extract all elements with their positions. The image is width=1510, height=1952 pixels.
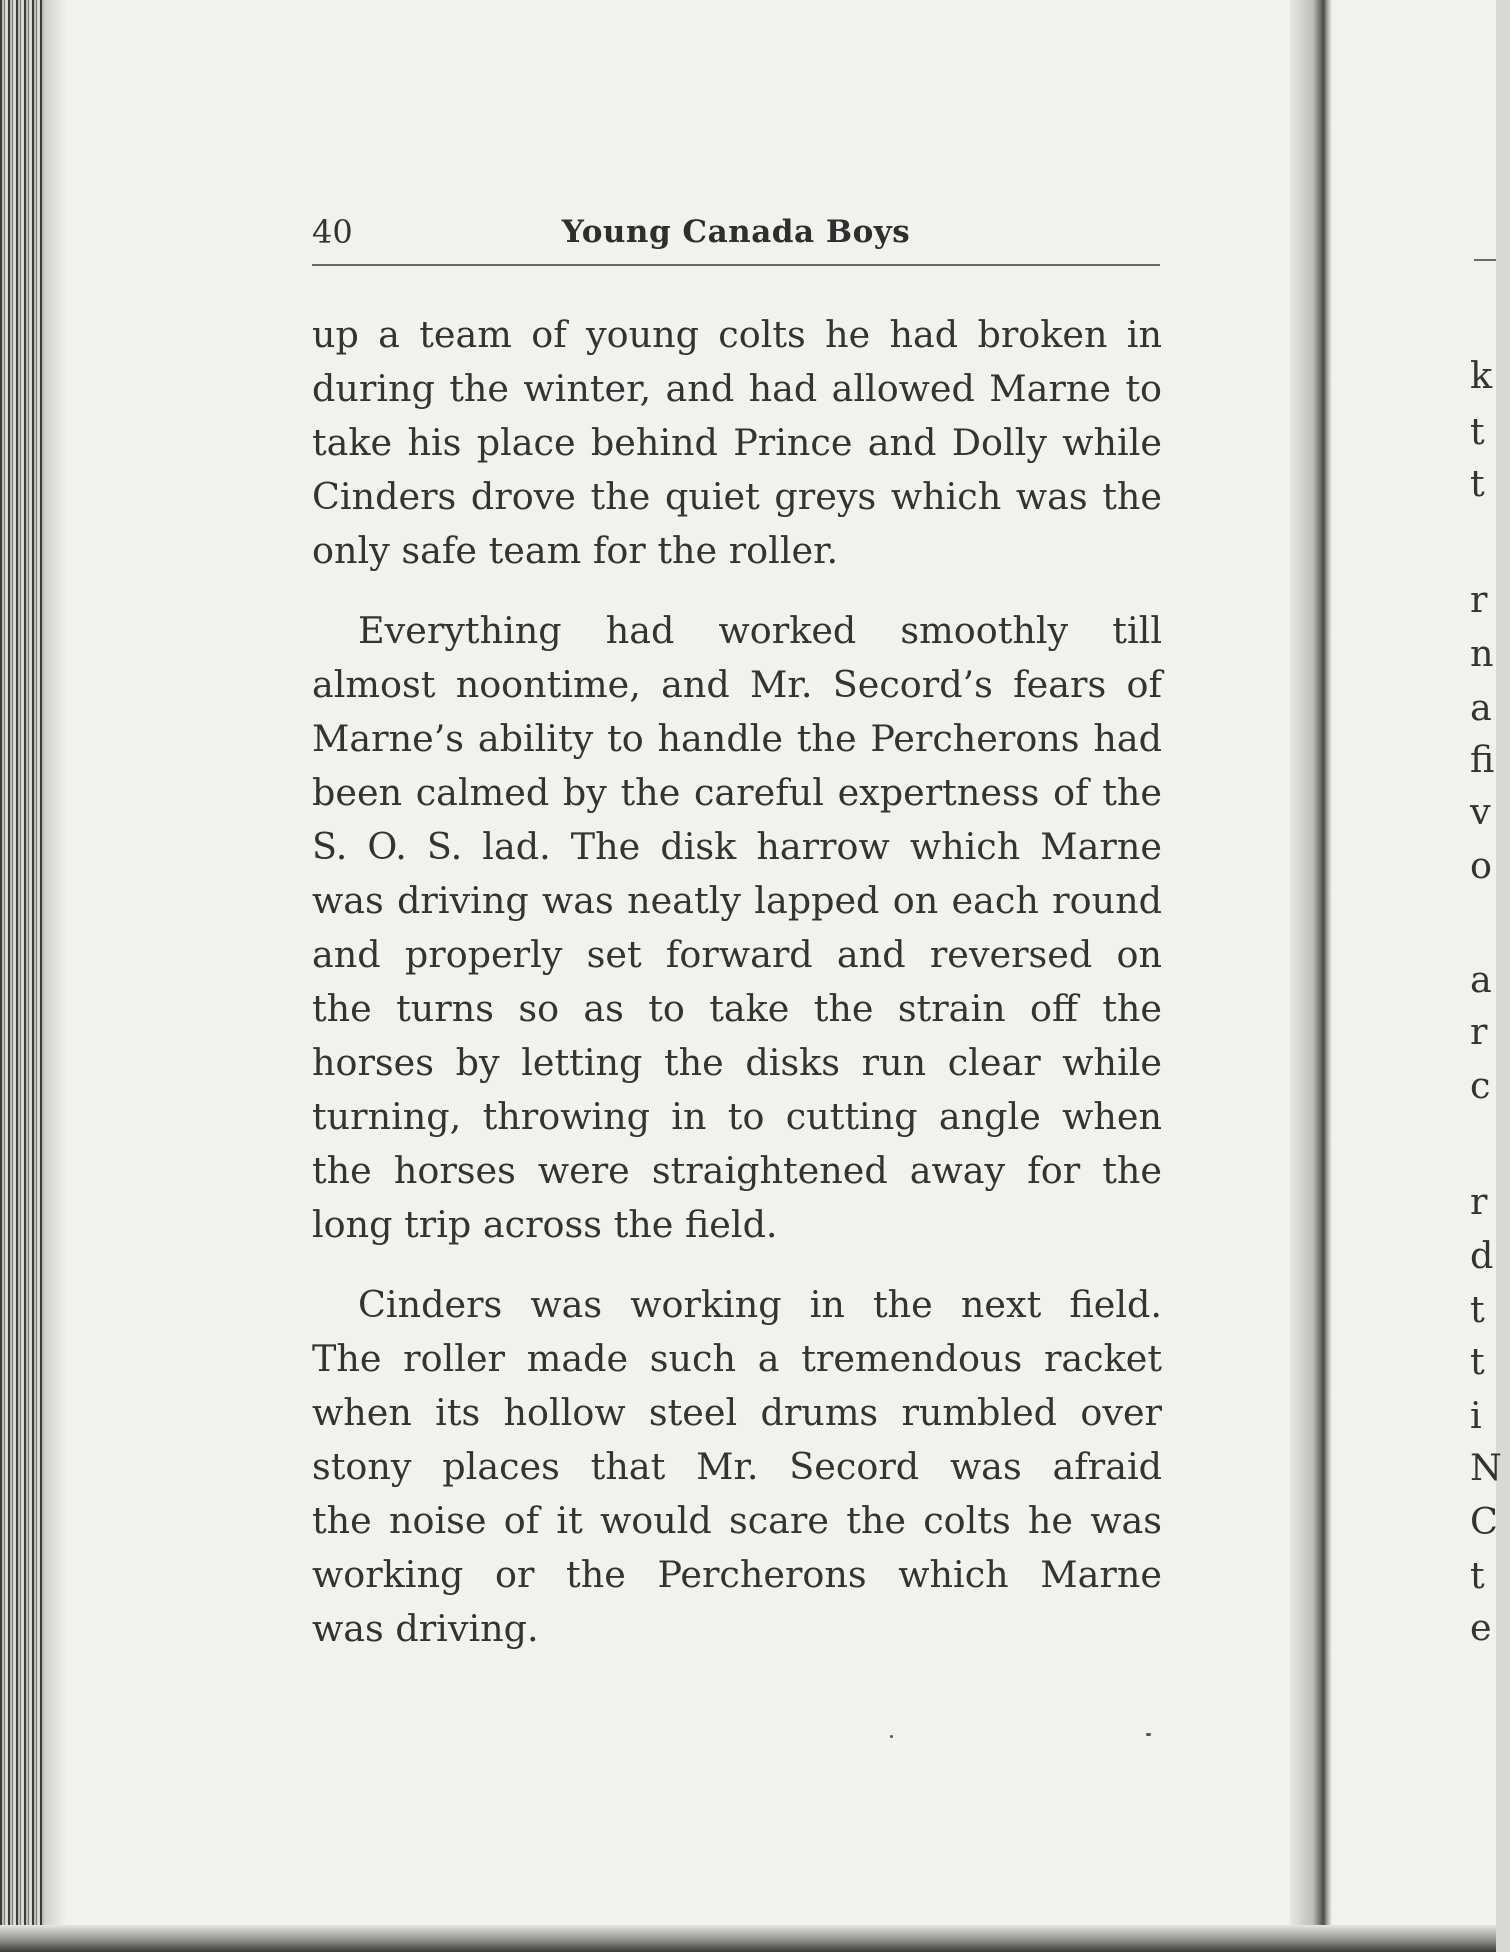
right-page-fragment: k: [1470, 354, 1493, 397]
paragraph-2: [312, 604, 1162, 1252]
text-line: stony places that Mr. Secord was afraid: [312, 1445, 1162, 1488]
text-line: up a team of young colts he had broken in: [312, 313, 1162, 356]
text-line: only safe team for the roller.: [312, 529, 839, 572]
right-page-fragment: t: [1470, 410, 1485, 453]
text-line: was driving.: [312, 1607, 539, 1650]
header-rule: [312, 264, 1160, 266]
right-page-fragment: t: [1470, 462, 1485, 505]
page-edges: [0, 0, 44, 1952]
text-line: was driving was neatly lapped on each round: [312, 879, 1162, 922]
right-page-fragment: e: [1470, 1606, 1492, 1649]
right-page-fragment: d: [1470, 1234, 1494, 1277]
text-line: Marne’s ability to handle the Percherons had: [312, 717, 1162, 760]
body-text: [312, 308, 1162, 1682]
right-page-fragment: t: [1470, 1340, 1485, 1383]
text-line: take his place behind Prince and Dolly while: [312, 421, 1162, 464]
text-line: almost noontime, and Mr. Secord’s fears of: [312, 663, 1162, 706]
right-page-fragments: [1470, 0, 1510, 1952]
text-line: Cinders was working in the next field.: [358, 1283, 1162, 1326]
text-line: and properly set forward and reversed on: [312, 933, 1162, 976]
page-edge-shadow: [44, 0, 66, 1952]
right-page-fragment: r: [1470, 1180, 1488, 1223]
running-title: Young Canada Boys: [561, 214, 911, 250]
text-line: the noise of it would scare the colts he was: [312, 1499, 1162, 1542]
right-page-fragment: t: [1470, 1288, 1485, 1331]
text-line: S. O. S. lad. The disk harrow which Marne: [312, 825, 1162, 868]
text-line: Everything had worked smoothly till: [358, 609, 1162, 652]
text-line: Cinders drove the quiet greys which was the: [312, 475, 1162, 518]
right-page-fragment: C: [1470, 1500, 1498, 1543]
text-line: long trip across the field.: [312, 1203, 778, 1246]
right-page-fragment: c: [1470, 1064, 1491, 1107]
right-page-fragment: r: [1470, 578, 1488, 621]
book-gutter: [1290, 0, 1332, 1952]
text-line: working or the Percherons which Marne: [312, 1553, 1162, 1596]
right-page-fragment: i: [1470, 1394, 1482, 1437]
right-page-fragment: a: [1470, 958, 1492, 1001]
text-line: been calmed by the careful expertness of the: [312, 771, 1162, 814]
paragraph-1: [312, 308, 1162, 578]
right-page-fragment: N: [1470, 1446, 1502, 1489]
scan-speck: [1146, 1733, 1151, 1736]
right-page-fragment: v: [1470, 790, 1491, 833]
text-line: the turns so as to take the strain off the: [312, 987, 1162, 1030]
right-page-fragment: t: [1470, 1554, 1485, 1597]
right-page-fragment: r: [1470, 1010, 1488, 1053]
text-line: horses by letting the disks run clear while: [312, 1041, 1162, 1084]
text-line: The roller made such a tremendous racket: [312, 1337, 1162, 1380]
right-page-fragment: fi: [1470, 738, 1495, 781]
right-page-fragment: n: [1470, 632, 1494, 675]
text-line: the horses were straightened away for the: [312, 1149, 1162, 1192]
text-line: when its hollow steel drums rumbled over: [312, 1391, 1162, 1434]
scan-speck: [890, 1735, 893, 1738]
right-page-fragment: o: [1470, 844, 1492, 887]
bottom-shadow: [0, 1925, 1496, 1952]
page-header: [312, 210, 1160, 264]
paragraph-3: [312, 1278, 1162, 1656]
right-page-fragment: a: [1470, 686, 1492, 729]
text-line: turning, throwing in to cutting angle when: [312, 1095, 1162, 1138]
page-number: 40: [312, 213, 353, 251]
text-line: during the winter, and had allowed Marne to: [312, 367, 1162, 410]
